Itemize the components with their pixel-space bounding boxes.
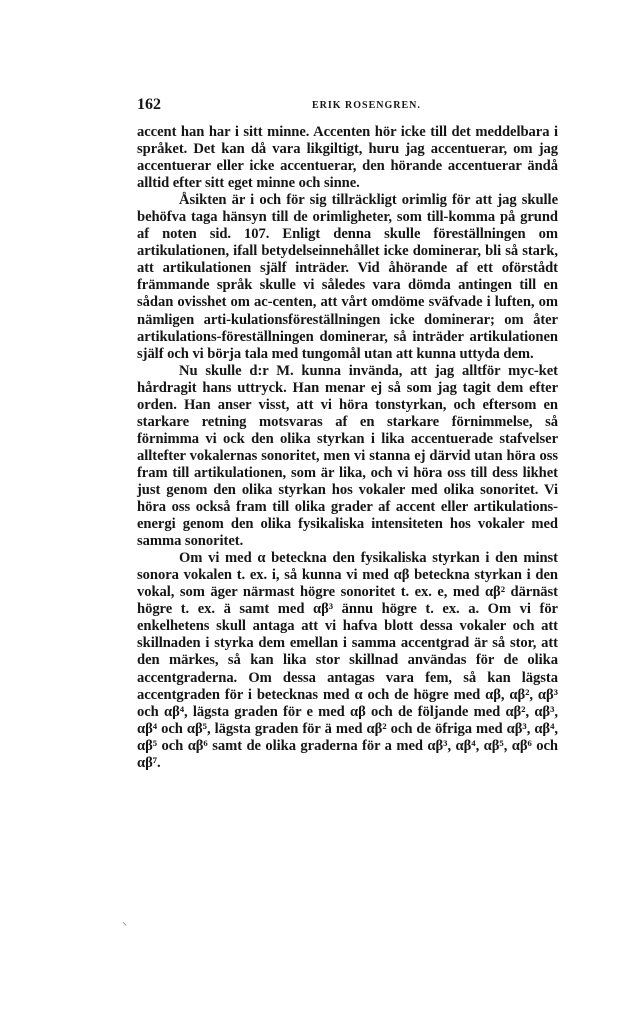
paragraph-4: Om vi med α beteckna den fysikaliska styrkan i den minst sonora vokalen t. ex. i, så kunna vi med αβ beteckna styrkan i den vokal, som äger närmast högre sonoritet t. ex. e, med αβ² därnäst högre t. ex. ä samt med αβ³ ännu högre t. ex. a. Om vi för enkelhetens skull antaga att vi hafva blott dessa vokaler och att skillnaden i styrka dem emellan i samma accentgrad är så stor, att den märkes, så kan lika stor skillnad användas för de olika accentgraderna. Om dessa antagas vara fem, så kan lägsta accentgraden för i betecknas med α och de högre med αβ, αβ², αβ³ och αβ⁴, lägsta graden för e med αβ och de följande med αβ², αβ³, αβ⁴ och αβ⁵, lägsta graden för ä med αβ² och de öfriga med αβ³, αβ⁴, αβ⁵ och αβ⁶ samt de olika graderna för a med αβ³, αβ⁴, αβ⁵, αβ⁶ och αβ⁷. xyxy=(137,550,558,771)
paragraph-1: accent han har i sitt minne. Accenten hör icke till det meddelbara i språket. Det kan då vara likgiltigt, huru jag accentuerar, om jag accentuerar eller icke accentuerar, den hörande accentuerar ändå alltid efter sitt eget minne och sinne. xyxy=(137,124,558,192)
running-head: ERIK ROSENGREN. xyxy=(312,100,421,111)
page-header xyxy=(137,96,557,116)
paragraph-3: Nu skulle d:r M. kunna invända, att jag alltför myc-ket hårdragit hans uttryck. Han menar ej så som jag tagit dem efter orden. Han anser visst, att vi höra tonstyrkan, och eftersom en starkare retning motsvaras af en starkare förnimmelse, så förnimma vi ock den olika styrkan i lika accentuerade stafvelser alltefter vokalernas sonoritet, men vi stanna ej därvid utan höra oss fram till artikulationen, som är lika, och vi höra oss till dess likhet just genom den olika styrkan hos vokaler med olika sonoritet. Vi höra oss också fram till olika grader af accent eller artikulations-energi genom den olika fysikaliska intensiteten hos vokaler med samma sonoritet. xyxy=(137,362,558,550)
page-number: 162 xyxy=(137,96,161,113)
body-text xyxy=(137,124,558,772)
paragraph-2: Åsikten är i och för sig tillräckligt orimlig för att jag skulle behöfva taga hänsyn till de orimligheter, som till-komma på grund af noten sid. 107. Enligt denna skulle föreställningen om artikulationen, ifall betydelseinnehållet icke dominerar, bli så stark, att artikulationen själf inträder. Vid åhörande af ett oförstådt främmande språk skulle vi således vara dömda antingen till en sådan ovisshet om ac-centen, att vårt omdöme sväfvade i luften, om nämligen arti-kulationsföreställningen icke dominerar; om åter artikulations-föreställningen dominerar, så inträder artikulationen själf och vi börja tala med tungomål utan att kunna uttyda dem. xyxy=(137,192,558,362)
stray-mark: ⸌ xyxy=(122,921,127,932)
